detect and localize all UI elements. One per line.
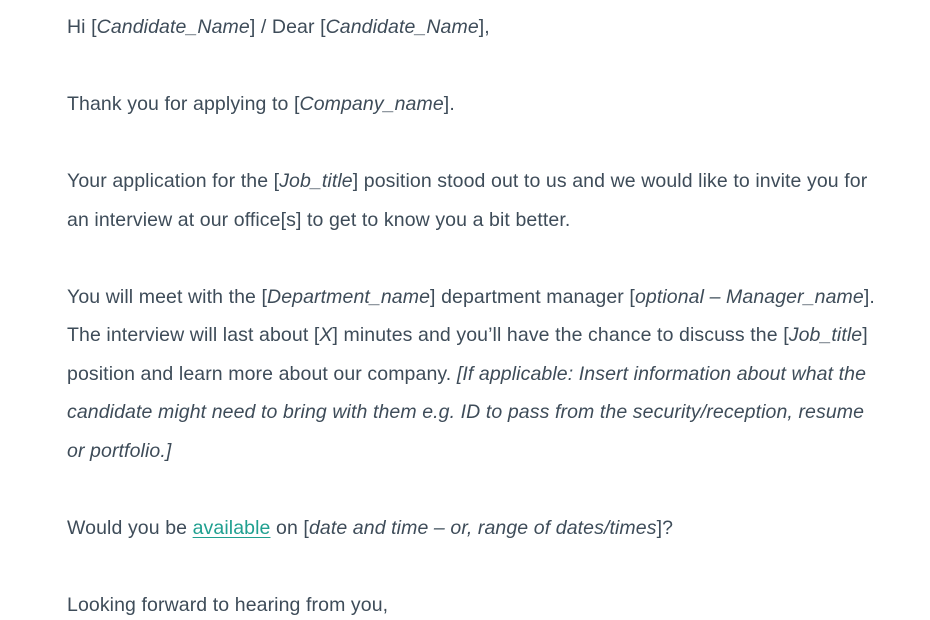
text-run: ] department manager [ [430,285,635,308]
text-run: ]? [656,516,674,539]
greeting-line [67,8,875,47]
placeholder-token: Candidate_Name [96,16,250,38]
available-link[interactable]: available [192,516,271,539]
text-run: on [ [270,516,309,539]
text-run: Thank you for applying to [ [67,93,300,115]
placeholder-token: date and time – or, range of dates/times [308,516,657,539]
placeholder-token: Job_title [279,170,353,192]
text-run: You will meet with the [ [67,285,268,308]
text-run: Your application for the [ [67,170,280,192]
text-run: ] position and learn more about our company. [67,324,868,385]
text-run: ]. The interview will last about [ [67,285,875,346]
application-paragraph [67,162,875,239]
text-run: ], [478,16,490,38]
placeholder-token: Department_name [267,285,431,308]
placeholder-token: X [319,324,333,346]
placeholder-token: Job_title [788,324,863,346]
placeholder-token: [If applicable: Insert information about what the candidate might need to bring with them e.g. ID to pass from the security/reception, resume or portfolio.] [67,362,867,462]
text-run: ]. [443,93,455,115]
text-run: Would you be [67,516,193,539]
placeholder-token: optional – Manager_name [634,285,864,308]
placeholder-token: Candidate_Name [325,16,479,38]
closing-line [67,586,875,620]
text-run: ] position stood out to us and we would like to invite you for an interview at our office[s] to get to know you a bit better. [67,170,868,231]
placeholder-token: Company_name [299,93,444,115]
thank-you-line [67,85,875,124]
text-run: ] minutes and you’ll have the chance to discuss the [ [332,324,789,346]
text-run: Looking forward to hearing from you, [67,593,389,616]
interview-details-paragraph [67,278,875,471]
text-run: Hi [ [67,16,97,38]
text-run: ] / Dear [ [249,16,326,38]
availability-question [67,509,875,548]
